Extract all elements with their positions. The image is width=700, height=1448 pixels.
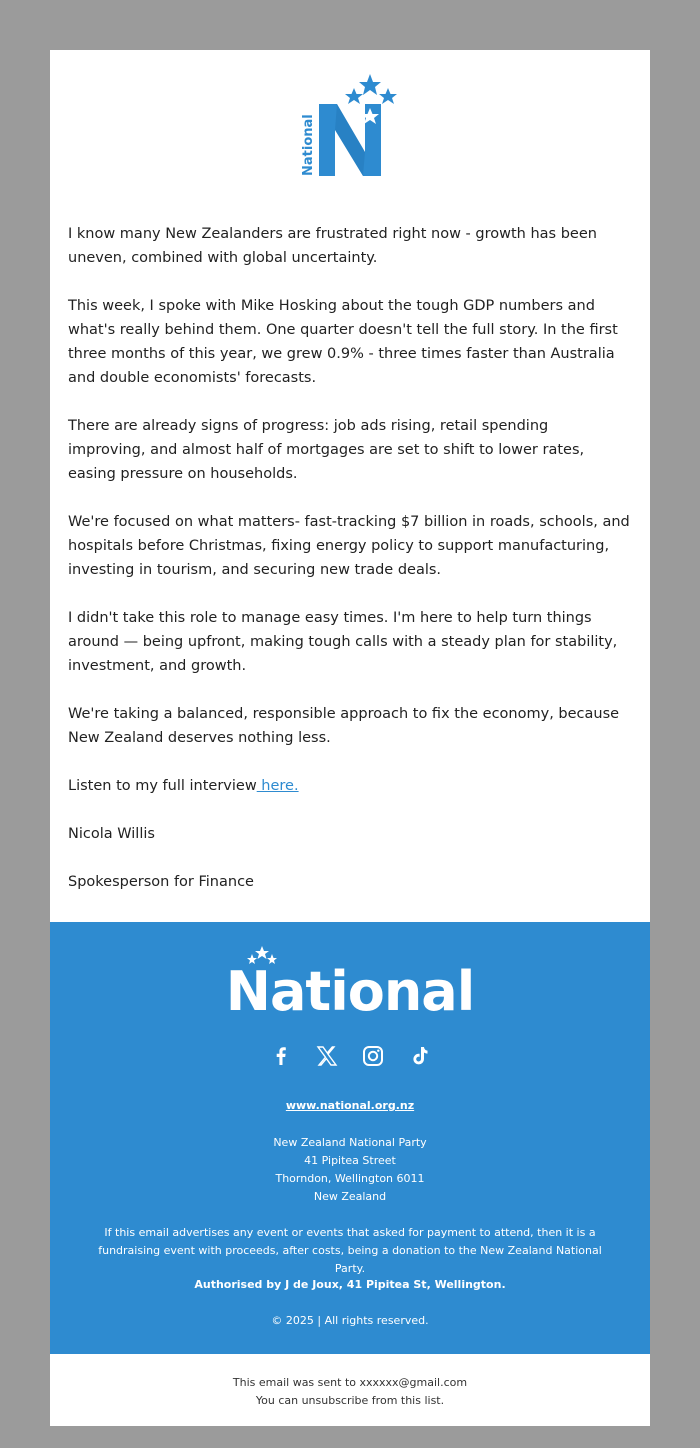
authorisation-statement: Authorised by J de Joux, 41 Pipitea St, Wellington. <box>194 1278 506 1291</box>
paragraph: I know many New Zealanders are frustrated right now - growth has been uneven, combined with global uncertainty. <box>68 226 597 266</box>
paragraph: We're taking a balanced, responsible approach to fix the economy, because New Zealand deserves nothing less. <box>68 706 620 746</box>
star-icon <box>359 74 381 95</box>
address-line: New Zealand <box>313 1190 387 1203</box>
website-link[interactable]: www.national.org.nz <box>285 1099 415 1112</box>
sent-to-text: This email was sent to xxxxxx@gmail.com <box>232 1376 468 1389</box>
instagram-icon[interactable] <box>361 1044 385 1068</box>
tiktok-icon[interactable] <box>407 1044 431 1068</box>
wordmark-text: National <box>225 960 475 1016</box>
paragraph: We're focused on what matters- fast-tracking $7 billion in roads, schools, and hospitals before Christmas, fixing energy policy to support manufacturing, investing in tourism, and securing new trade deals. <box>68 514 630 578</box>
paragraph: I didn't take this role to manage easy times. I'm here to help turn things around — being upfront, making tough calls with a steady plan for stability, investment, and growth. <box>68 610 618 674</box>
facebook-icon[interactable] <box>269 1044 293 1068</box>
address-line: Thorndon, Wellington 6011 <box>275 1172 425 1185</box>
star-icon <box>255 946 269 959</box>
national-wordmark-icon <box>225 944 475 1016</box>
interview-link[interactable]: here. <box>256 778 299 794</box>
star-icon <box>345 88 363 104</box>
message-body <box>68 222 630 918</box>
star-icon <box>379 88 397 104</box>
address-line: New Zealand National Party <box>273 1136 427 1149</box>
social-links <box>50 1044 650 1068</box>
paragraph: This week, I spoke with Mike Hosking about the tough GDP numbers and what's really behind them. One quarter doesn't tell the full story. In the first three months of this year, we grew 0.9% - three times faster than Australia and double economists' forecasts. <box>68 298 618 386</box>
unsubscribe-link[interactable]: You can unsubscribe from this list. <box>255 1394 445 1407</box>
national-n-logo-icon <box>295 72 405 182</box>
national-wordmark <box>50 944 650 1016</box>
national-logo <box>50 72 650 182</box>
x-icon[interactable] <box>315 1044 339 1068</box>
listen-prefix: Listen to my full interview <box>68 778 257 794</box>
signature-title: Spokesperson for Finance <box>68 874 254 890</box>
email-content <box>50 50 650 922</box>
email-meta-footer <box>50 1354 650 1426</box>
postal-address <box>50 1134 650 1206</box>
paragraph: There are already signs of progress: job ads rising, retail spending improving, and almost half of mortgages are set to shift to lower rates, easing pressure on households. <box>68 418 585 482</box>
email-card <box>50 50 650 1426</box>
logo-text: National <box>301 114 316 176</box>
copyright: © 2025 | All rights reserved. <box>271 1314 429 1327</box>
listen-paragraph <box>68 774 630 798</box>
address-line: 41 Pipitea Street <box>304 1154 396 1167</box>
footer <box>50 922 650 1354</box>
signature-name: Nicola Willis <box>68 826 155 842</box>
fundraising-disclaimer: If this email advertises any event or events that asked for payment to attend, then it is a fundraising event with proceeds, after costs, being a donation to the New Zealand National Party. <box>98 1226 602 1275</box>
